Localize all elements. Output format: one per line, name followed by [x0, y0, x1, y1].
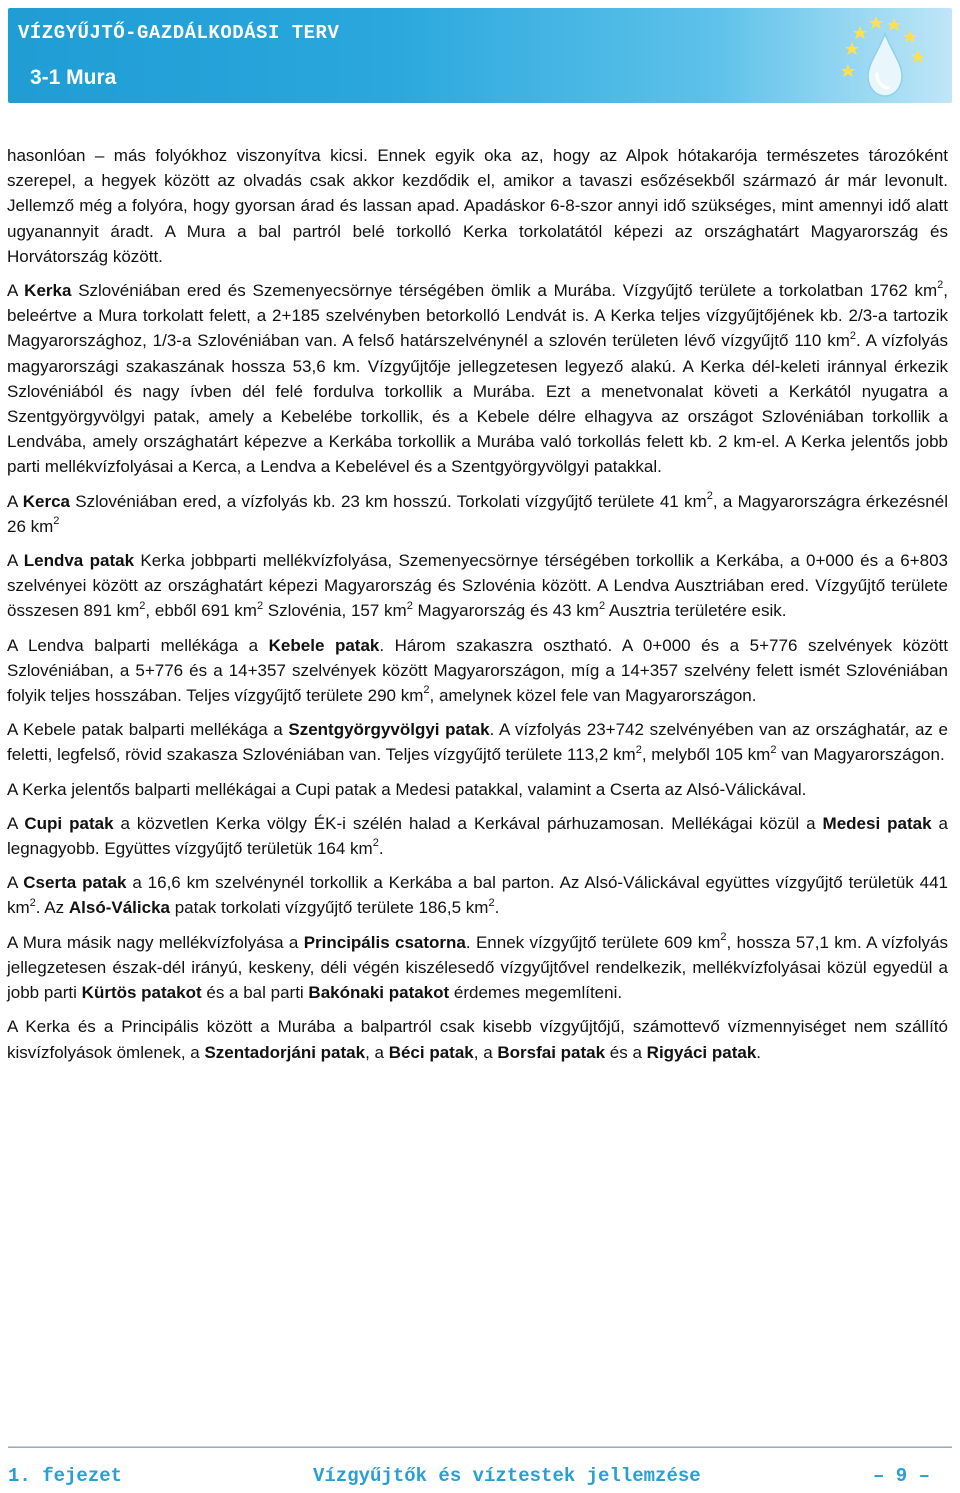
text-run: van Magyarországon. — [776, 745, 945, 765]
body-paragraph — [7, 278, 948, 480]
text-run: patak torkolati vízgyűjtő területe 186,5 km — [169, 898, 489, 918]
text-run: a legnagyobb. Együttes vízgyűjtő területük 164 km — [7, 813, 948, 859]
superscript-exponent: 2 — [53, 515, 60, 528]
document-subtitle: 3-1 Mura — [30, 66, 117, 89]
water-drop-eu-stars-icon — [830, 12, 938, 100]
document-body — [7, 143, 948, 1065]
body-paragraph — [7, 777, 948, 802]
bold-term: Alsó-Válicka — [68, 898, 170, 918]
bold-term: Kürtös patakot — [81, 983, 202, 1003]
bold-term: Béci patak — [388, 1042, 474, 1062]
body-paragraph — [7, 143, 948, 269]
text-run: . Ennek vízgyűjtő területe 609 km — [465, 932, 721, 952]
text-run: . — [494, 898, 500, 918]
text-run: A Kerka jelentős balparti mellékágai a Cupi patak a Medesi patakkal, valamint a Cserta az Alsó-Válickával. — [7, 779, 807, 799]
bold-term: Szentadorjáni patak — [204, 1042, 366, 1062]
text-run: Szlovéniában ered és Szemenyecsörnye térségében ömlik a Murába. Vízgyűjtő területe a torkolatban 1762 km — [71, 281, 938, 301]
document-header — [8, 8, 952, 103]
text-run: és a bal parti — [201, 983, 309, 1003]
superscript-exponent: 2 — [372, 837, 379, 850]
superscript-exponent: 2 — [706, 489, 713, 502]
bold-term: Szentgyörgyvölgyi patak — [288, 720, 490, 740]
text-run: . — [756, 1042, 762, 1062]
body-paragraph — [7, 870, 948, 920]
text-run: . Az — [35, 898, 69, 918]
text-run: Szlovéniában ered, a vízfolyás kb. 23 km hosszú. Torkolati vízgyűjtő területe 41 km — [69, 491, 707, 511]
bold-term: Kebele patak — [268, 635, 380, 655]
text-run: A — [7, 281, 25, 301]
text-run: A — [7, 551, 24, 571]
superscript-exponent: 2 — [406, 599, 413, 612]
text-run: A Lendva balparti mellékága a — [7, 635, 269, 655]
bold-term: Principális csatorna — [303, 932, 466, 952]
superscript-exponent: 2 — [598, 599, 606, 612]
text-run: . A vízfolyás magyarországi szakaszának hossza 53,6 km. Vízgyűjtője jellegzetesen legyező alakú. A Kerka dél-keleti iránnyal érkezik Szlovéniából és nagy ívben dél felé fordulva torkollik a Murába. Ezt a menetvonalat követi a Kerkától nyugatra a Szentgyörgyvölgyi patak, amely a Kebelébe torkollik, és a Kebele délre elhagyva az országot Szlovéniában torkollik a Lendvába, amely országhatárt képezve a Kerkába torkollik a Murába való torkollás felett kb. 2 km-el. A Kerka jelentős jobb parti mellékvízfolyásai a Kerca, a Lendva a Kebelével és a Szentgyörgyvölgyi patakkal. — [7, 331, 949, 477]
text-run: hasonlóan – más folyókhoz viszonyítva kicsi. Ennek egyik oka az, hogy az Alpok hótakarója természetes tározóként szerepel, a hegyek között az olvadás csak akkor kezdődik el, amikor a tavaszi esőzésekből származó ár már levonult. Jellemző még a folyóra, hogy gyorsan árad és lassan apad. Apadáskor 6-8-szor annyi idő szükséges, mint amennyi idő alatt ugyanannyit áradt. A Mura a bal partról belé torkolló Kerka torkolatától képezi az országhatárt Magyarország és Horvátország között. — [7, 146, 948, 266]
text-run: A — [7, 813, 25, 833]
text-run: A — [7, 491, 23, 511]
text-run: Kerka jobbparti mellékvízfolyása, Szemenyecsörnye térségében torkollik a Kerkába, a 0+000 és a 6+803 szelvényei között az országhatárt képezi Magyarország és Szlovénia között. A Lendva Ausztriában ered. Vízgyűjtő területe összesen 891 km — [7, 551, 948, 621]
text-run: a 16,6 km szelvénynél torkollik a Kerkába a bal parton. Az Alsó-Válickával együttes vízgyűjtő területük 441 km — [7, 873, 948, 918]
text-run: A — [7, 873, 24, 893]
body-paragraph — [7, 930, 948, 1006]
page-number: – 9 – — [872, 1465, 930, 1487]
text-run: , ebből 691 km — [145, 601, 257, 621]
text-run: . Három szakaszra osztható. A 0+000 és a 5+776 szelvények között Szlovéniában, a 5+776 és a 14+357 szelvények között Magyarországon, míg a 14+357 szelvény felett ismét Szlovéniában folyik teljes hosszában. Teljes vízgyűjtő területe 290 km — [7, 635, 948, 706]
body-paragraph — [7, 633, 948, 709]
text-run: A Kebele patak balparti mellékága a — [7, 720, 289, 740]
superscript-exponent: 2 — [635, 743, 642, 756]
text-run: A Mura másik nagy mellékvízfolyása a — [7, 932, 304, 952]
document-title: VÍZGYŰJTŐ-GAZDÁLKODÁSI TERV — [18, 22, 340, 44]
text-run: . A vízfolyás 23+742 szelvényében van az országhatár, az e feletti, legfelső, rövid szakasza Szlovéniában van. Teljes vízgyűjtő területe 113,2 km — [7, 720, 948, 765]
footer-chapter: 1. fejezet — [8, 1465, 123, 1487]
bold-term: Rigyáci patak — [646, 1042, 757, 1062]
body-paragraph — [7, 811, 948, 861]
page-footer — [8, 1465, 952, 1489]
text-run: Szlovénia, 157 km — [263, 601, 407, 621]
text-run: , amelynek közel fele van Magyarországon. — [429, 686, 757, 706]
superscript-exponent: 2 — [770, 743, 777, 756]
bold-term: Lendva patak — [23, 551, 135, 571]
text-run: , a Magyarországra érkezésnél 26 km — [7, 491, 948, 536]
superscript-exponent: 2 — [256, 599, 264, 612]
body-paragraph — [7, 717, 948, 767]
bold-term: Cserta patak — [23, 873, 127, 893]
bold-term: Bakónaki patakot — [308, 983, 450, 1003]
text-run: Magyarország és 43 km — [412, 601, 599, 621]
text-run: , a — [365, 1042, 389, 1062]
superscript-exponent: 2 — [423, 684, 430, 697]
superscript-exponent: 2 — [488, 896, 495, 909]
footer-section-title: Vízgyűjtők és víztestek jellemzése — [313, 1465, 701, 1487]
text-run: A Kerka és a Principális között a Murába a balpartról csak kisebb vízgyűjtőjű, számottevő vízmennyiséget nem szállító kisvízfolyások ömlenek, a — [7, 1017, 948, 1062]
text-run: . — [378, 839, 384, 859]
body-paragraph — [7, 548, 948, 624]
text-run: érdemes megemlíteni. — [449, 983, 623, 1003]
bold-term: Borsfai patak — [497, 1042, 606, 1062]
bold-term: Kerka — [24, 281, 72, 301]
text-run: a közvetlen Kerka völgy ÉK-i szélén halad a Kerkával párhuzamosan. Mellékágai közül a — [113, 813, 823, 833]
text-run: , hossza 57,1 km. A vízfolyás jellegzetesen észak-dél irányú, keskeny, déli végén kiszélesedő vízgyűjtővel rendelkezik, mellékvízfolyásai közül egyedül a jobb parti — [7, 932, 948, 1003]
text-run: és a — [605, 1042, 647, 1062]
superscript-exponent: 2 — [139, 599, 146, 612]
footer-divider — [8, 1446, 952, 1448]
text-run: , beleértve a Mura torkolatt felett, a 2+185 szelvényben betorkolló Lendvát is. A Kerka teljes vízgyűjtőjének kb. 2/3-a tartozik Magyarországhoz, 1/3-a Szlovéniában van. A felső határszelvénynél a szlovén területen lévő vízgyűjtő 110 km — [7, 281, 949, 351]
bold-term: Kerca — [22, 491, 70, 511]
body-paragraph — [7, 1014, 948, 1064]
superscript-exponent: 2 — [937, 279, 944, 292]
text-run: , a — [473, 1042, 498, 1062]
bold-term: Cupi patak — [24, 813, 114, 833]
superscript-exponent: 2 — [29, 896, 36, 909]
bold-term: Medesi patak — [822, 813, 932, 833]
superscript-exponent: 2 — [849, 329, 857, 342]
body-paragraph — [7, 489, 948, 539]
superscript-exponent: 2 — [720, 931, 727, 944]
text-run: , melyből 105 km — [641, 745, 771, 765]
text-run: Ausztria területére esik. — [605, 601, 787, 621]
